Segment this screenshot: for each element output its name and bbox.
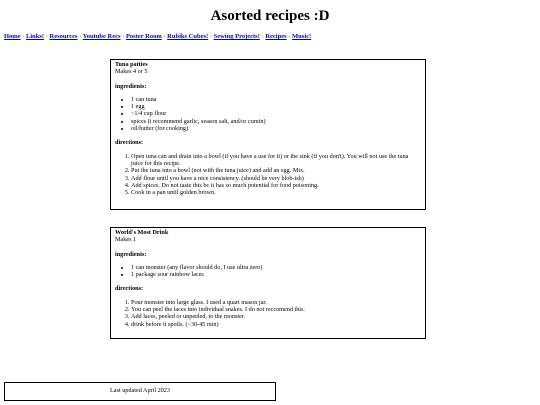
nav-link-sewing-projects[interactable]: Sewing Projects! — [213, 33, 260, 40]
nav-separator: · — [163, 33, 166, 40]
nav-separator: · — [122, 33, 125, 40]
directions-heading: directions: — [115, 139, 144, 147]
ingredient-item: • 1 can monster (any flavor should do, I use ultra zero) — [131, 264, 421, 271]
nav-link-rubiks-cubes[interactable]: Rubiks Cubes! — [167, 33, 209, 40]
nav-link-links[interactable]: Links! — [26, 33, 45, 40]
nav-link-resources[interactable]: Resources — [49, 33, 78, 40]
recipe-title: World's Most Drink — [115, 229, 169, 236]
ingredient-item: • 1 can tuna — [131, 96, 421, 103]
recipe-yield: Makes 4 or 5 — [115, 68, 148, 76]
direction-step: 4. drink before it spoils. (~30-45 min) — [131, 321, 421, 328]
nav-separator: · — [22, 33, 25, 40]
ingredients-list — [115, 264, 421, 279]
recipe-yield: Makes 1 — [115, 236, 137, 244]
direction-step: 1. Open tuna can and drain into a bowl (if you have a use for it) or the sink (if you don't). You will not use the tuna juice for this recipe. — [131, 153, 421, 168]
ingredient-item: • 1 egg — [131, 103, 421, 110]
direction-step: 3. Add flour until you have a nice consistency. (should be very blob-ish) — [131, 175, 421, 182]
direction-step: 3. Add laces, peeled or unpeeled, to the monster. — [131, 313, 421, 320]
ingredient-item: • spices (i recommend garlic, season salt, and/or cumin) — [131, 118, 421, 125]
nav-link-music[interactable]: Music! — [292, 33, 312, 40]
nav-link-home[interactable]: Home — [4, 33, 21, 40]
directions-heading: directions: — [115, 285, 144, 293]
nav-separator: · — [209, 33, 212, 40]
ingredients-heading: ingredients: — [115, 250, 147, 258]
ingredient-item: • ~1/4 cup flour — [131, 110, 421, 117]
direction-step: 5. Cook in a pan until golden brown. — [131, 189, 421, 196]
ingredient-item: • oil/butter (for cooking) — [131, 125, 421, 132]
nav-link-recipes[interactable]: Recipes — [265, 33, 287, 40]
directions-list — [115, 153, 421, 197]
nav-link-poster-room[interactable]: Poster Room — [125, 33, 162, 40]
direction-step: 4. Add spices. Do not taste this bc it has so much potential for food poisoning. — [131, 182, 421, 189]
ingredients-list — [115, 96, 421, 132]
direction-step: 2. You can peel the laces into individual snakes. I do not reccomend this. — [131, 306, 421, 313]
nav-separator: · — [261, 33, 264, 40]
nav-separator: · — [79, 33, 82, 40]
recipe-title: Tuna patties — [115, 61, 148, 68]
recipe-card-worlds-most-drink — [110, 227, 426, 339]
direction-step: 1. Pour monster into large glass. I used a quart mason jar. — [131, 299, 421, 306]
directions-list — [115, 299, 421, 328]
footer-last-updated: Last updated April 2023 — [4, 382, 276, 401]
page-title: Asorted recipes :D — [210, 8, 330, 24]
nav-link-youtube-recs[interactable]: Youtube Recs — [82, 33, 121, 40]
recipe-card-tuna-patties — [110, 59, 426, 210]
nav-separator: · — [45, 33, 48, 40]
ingredients-heading: ingredients: — [115, 82, 147, 90]
direction-step: 2. Put the tuna into a bowl (not with the tuna juice) and add an egg. Mix. — [131, 167, 421, 174]
nav-bar — [4, 33, 311, 40]
nav-separator: · — [288, 33, 291, 40]
ingredient-item: • 1 package sour rainbow laces — [131, 271, 421, 278]
